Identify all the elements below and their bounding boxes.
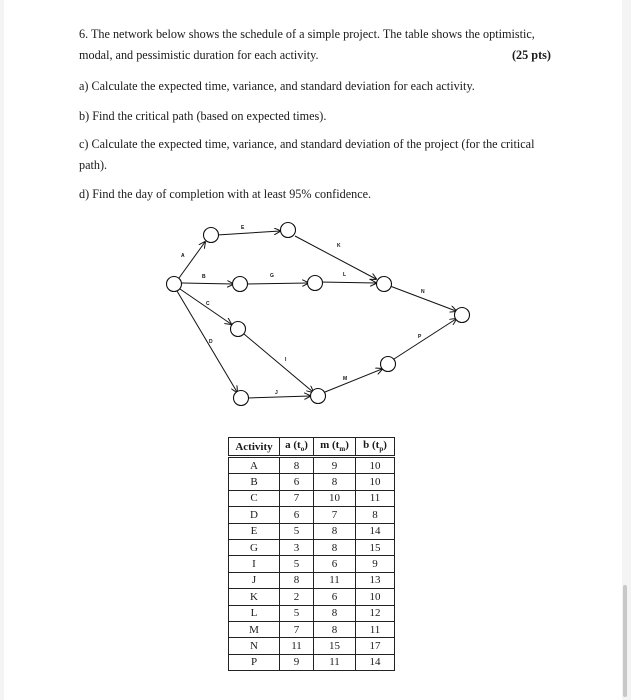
question-line-2: modal, and pessimistic duration for each activity. [79, 48, 319, 62]
edge-label-M: M [343, 376, 348, 382]
cell-b: 15 [356, 539, 395, 555]
cell-a: 11 [280, 638, 314, 654]
node [377, 277, 392, 292]
header-a: a $(t_o)$ [280, 438, 314, 457]
cell-a: 6 [280, 474, 314, 490]
table-row [229, 605, 395, 621]
cell-a: 7 [280, 490, 314, 506]
table-row [229, 523, 395, 539]
node [234, 391, 249, 406]
points-label: (25 pts) [512, 48, 551, 62]
node [281, 223, 296, 238]
cell-m: 8 [314, 523, 356, 539]
part-c-line-1: c) Calculate the expected time, variance, and standard deviation of the project (for the critical [79, 137, 535, 151]
cell-m: 8 [314, 539, 356, 555]
table-row [229, 457, 395, 474]
table-row [229, 589, 395, 605]
table-row [229, 621, 395, 637]
cell-a: 7 [280, 621, 314, 637]
cell-b: 12 [356, 605, 395, 621]
edge-label-K: K [337, 243, 341, 249]
edge-J [248, 396, 310, 398]
table-row [229, 638, 395, 654]
edge-label-P: P [418, 334, 422, 340]
scrollbar-thumb[interactable] [623, 585, 627, 697]
cell-a: 8 [280, 457, 314, 474]
cell-activity: N [229, 638, 280, 654]
cell-a: 8 [280, 572, 314, 588]
cell-m: 11 [314, 572, 356, 588]
node [204, 228, 219, 243]
edge-label-C: C [206, 301, 210, 307]
cell-b: 11 [356, 621, 395, 637]
edge-M [325, 369, 382, 392]
cell-b: 10 [356, 589, 395, 605]
edge-A [179, 242, 205, 278]
cell-b: 14 [356, 523, 395, 539]
cell-activity: M [229, 621, 280, 637]
node [233, 277, 248, 292]
table-row [229, 556, 395, 572]
node [311, 389, 326, 404]
cell-m: 15 [314, 638, 356, 654]
cell-activity: D [229, 507, 280, 523]
table-row [229, 654, 395, 670]
cell-m: 11 [314, 654, 356, 670]
cell-activity: I [229, 556, 280, 572]
table-row [229, 539, 395, 555]
table-row [229, 572, 395, 588]
edge-label-I: I [285, 357, 287, 363]
header-activity: Activity [229, 438, 280, 457]
part-d: d) Find the day of completion with at least 95% confidence. [79, 187, 372, 201]
cell-m: 10 [314, 490, 356, 506]
cell-activity: B [229, 474, 280, 490]
cell-b: 11 [356, 490, 395, 506]
cell-activity: K [229, 589, 280, 605]
cell-a: 9 [280, 654, 314, 670]
node [308, 276, 323, 291]
edge-E [217, 231, 280, 235]
edge-label-B: B [202, 274, 206, 280]
cell-a: 5 [280, 523, 314, 539]
cell-a: 5 [280, 605, 314, 621]
cell-activity: G [229, 539, 280, 555]
cell-a: 2 [280, 589, 314, 605]
edge-label-A: A [181, 253, 185, 259]
question-line-1: 6. The network below shows the schedule of a simple project. The table shows the optimistic, [79, 27, 535, 41]
cell-b: 9 [356, 556, 395, 572]
cell-m: 6 [314, 589, 356, 605]
table-row [229, 490, 395, 506]
cell-a: 3 [280, 539, 314, 555]
cell-a: 6 [280, 507, 314, 523]
edge-label-E: E [241, 225, 245, 231]
edge-label-N: N [421, 289, 425, 295]
cell-m: 8 [314, 474, 356, 490]
part-b: b) Find the critical path (based on expected times). [79, 109, 327, 123]
cell-m: 8 [314, 605, 356, 621]
cell-m: 9 [314, 457, 356, 474]
table-header-row [229, 438, 395, 457]
cell-activity: C [229, 490, 280, 506]
table-row [229, 507, 395, 523]
cell-activity: P [229, 654, 280, 670]
node [455, 308, 470, 323]
cell-b: 10 [356, 474, 395, 490]
part-c-line-2: path). [79, 158, 108, 172]
cell-b: 17 [356, 638, 395, 654]
cell-b: 8 [356, 507, 395, 523]
edge-K [295, 236, 376, 279]
edge-label-J: J [275, 390, 278, 396]
edge-B [182, 283, 233, 284]
cell-activity: E [229, 523, 280, 539]
cell-activity: J [229, 572, 280, 588]
cell-activity: A [229, 457, 280, 474]
node [381, 357, 396, 372]
node [231, 322, 246, 337]
edge-I [244, 334, 313, 392]
cell-m: 6 [314, 556, 356, 572]
cell-m: 7 [314, 507, 356, 523]
duration-table [228, 437, 395, 671]
part-a: a) Calculate the expected time, variance, and standard deviation for each activity. [79, 79, 475, 93]
cell-b: 10 [356, 457, 395, 474]
cell-b: 14 [356, 654, 395, 670]
cell-m: 8 [314, 621, 356, 637]
edge-L [320, 282, 376, 283]
cell-a: 5 [280, 556, 314, 572]
edge-label-D: D [209, 339, 213, 345]
edge-P [394, 319, 456, 359]
node [167, 277, 182, 292]
edge-label-G: G [270, 273, 274, 279]
header-m: m $(t_m)$ [314, 438, 356, 457]
edge-G [245, 283, 308, 284]
table-row [229, 474, 395, 490]
cell-b: 13 [356, 572, 395, 588]
edge-label-L: L [343, 272, 347, 278]
header-b: b $(t_p)$ [356, 438, 395, 457]
cell-activity: L [229, 605, 280, 621]
